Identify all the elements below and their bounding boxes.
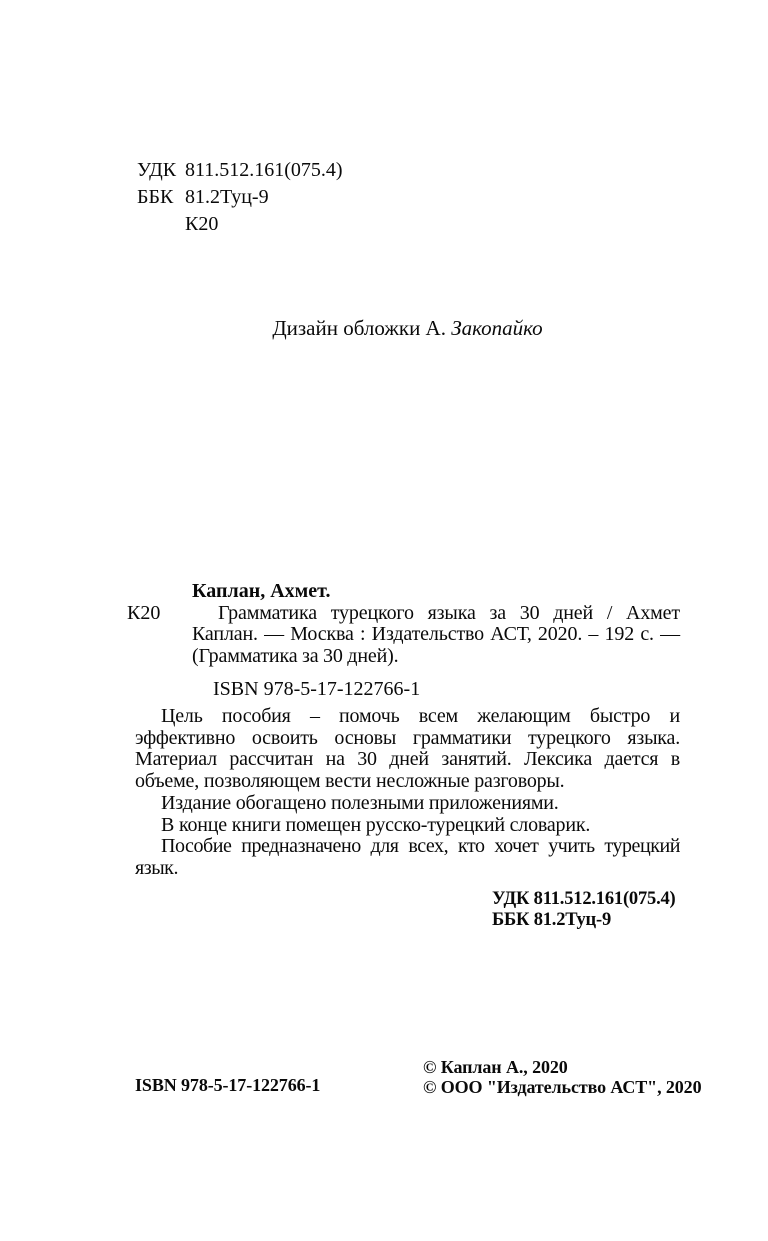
annotation-block [135,706,680,880]
udk-value: 811.512.161(075.4) [185,159,343,181]
bbk-value: 81.2Туц-9 [185,186,269,208]
cover-design-credit [135,316,680,340]
copyright-author-line: © Каплан А., 2020 [423,1057,568,1077]
catalog-card-entry [127,580,680,701]
author-sign-row [137,211,343,238]
bbk-top-row [137,184,343,211]
copyright-publisher-line: © ООО "Издательство АСТ", 2020 [423,1077,702,1097]
annotation-paragraph: Издание обогащено полезными приложениями. [161,791,559,814]
annotation-paragraph: Пособие предназначено для всех, кто хочет учить турецкий язык. [135,835,680,879]
udk-top-row [137,157,343,184]
annotation-paragraph: В конце книги помещен русско-турецкий словарик. [161,813,591,836]
isbn-line: ISBN 978-5-17-122766-1 [213,677,421,700]
classification-bottom-block [492,889,676,931]
footer-isbn: ISBN 978-5-17-122766-1 [135,1075,321,1095]
copyright-block [423,1057,701,1097]
author-sign: К20 [185,213,219,235]
catalog-author-heading: Каплан, Ахмет. [192,580,331,602]
bbk-label: ББК [137,186,174,208]
annotation-paragraph: Цель пособия – помочь всем желающим быстро и эффективно освоить основы грамматики турецкого языка. Материал рассчитан на 30 дней занятий. Лексика дается в объеме, позволяющем вести несложные разговоры. [135,705,680,793]
cover-designer-name: Закопайко [451,316,543,340]
udk-label: УДК [137,159,177,181]
bibliographic-description: Грамматика турецкого языка за 30 дней / Ахмет Каплан. — Москва : Издательство АСТ, 2020. – 192 с. — (Грамматика за 30 дней). [192,601,680,668]
bbk-bottom-line: ББК 81.2Туц-9 [492,910,612,930]
catalog-author-sign: К20 [127,601,161,624]
cover-design-text: Дизайн обложки А. [272,316,452,340]
udk-bottom-line: УДК 811.512.161(075.4) [492,889,676,909]
classification-top-block [137,157,343,238]
